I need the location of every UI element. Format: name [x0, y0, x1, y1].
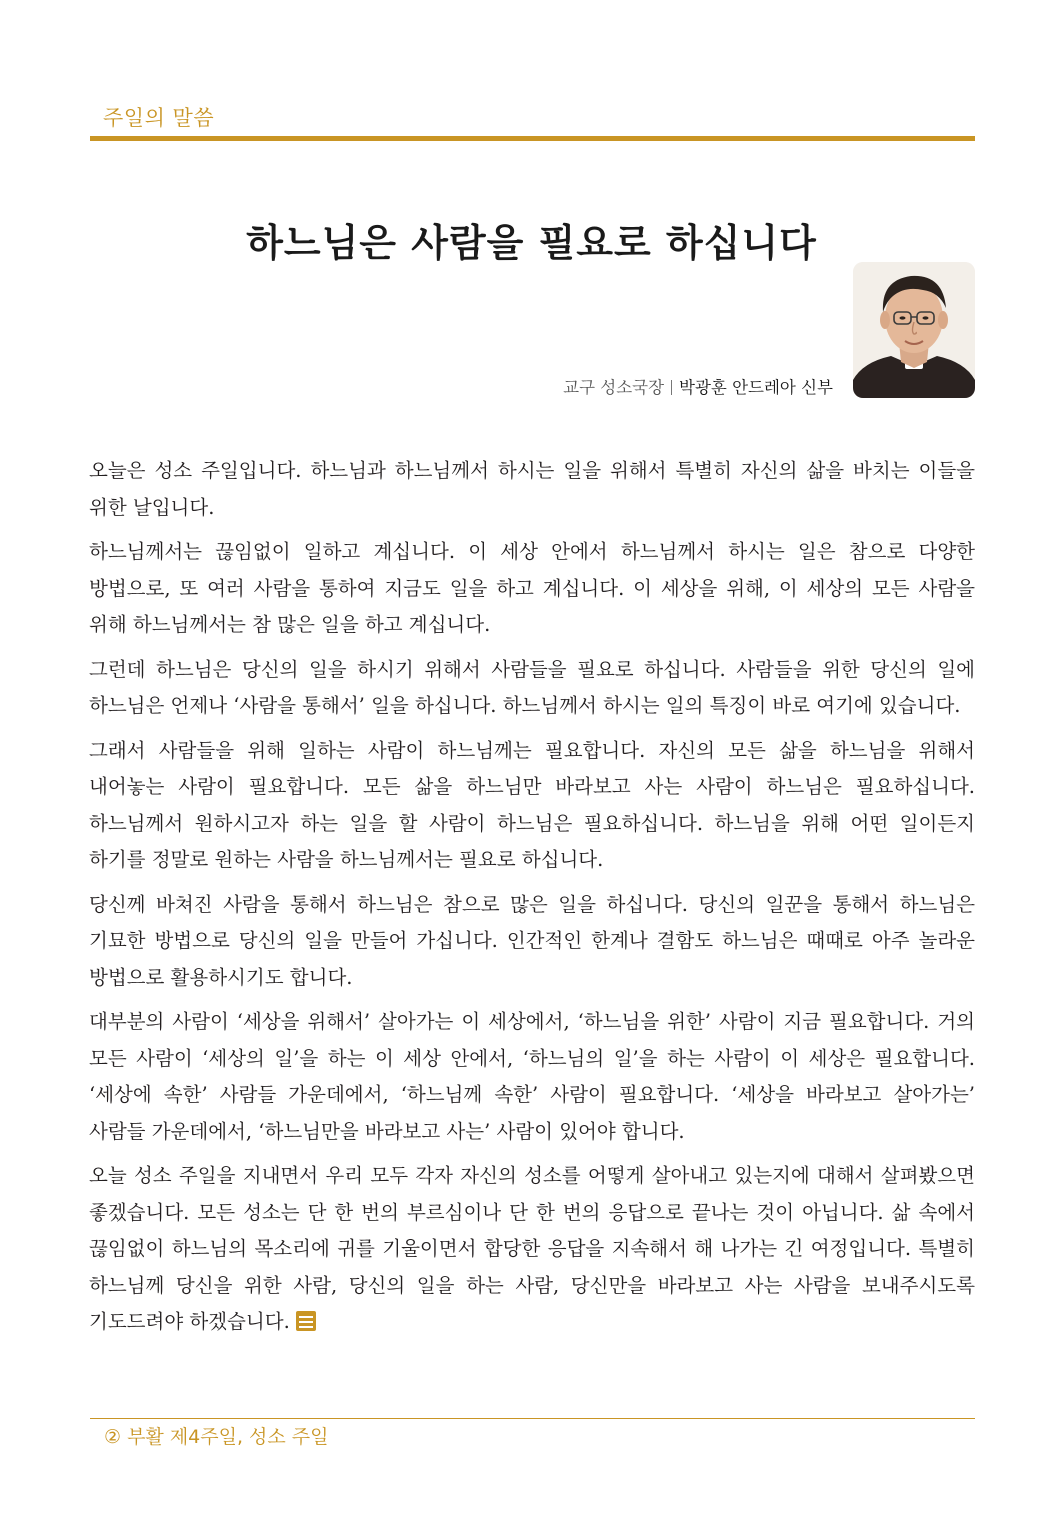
- paragraph-last: [89, 1158, 975, 1341]
- paragraph: 그래서 사람들을 위해 일하는 사람이 하느님께는 필요합니다. 자신의 모든 삶을 하느님을 위해서 내어놓는 사람이 필요합니다. 모든 삶을 하느님만 바라보고 사는 사람이 하느님은 필요하십니다. 하느님께서 원하시고자 하는 일을 할 사람이 하느님은 필요하십니다. 하느님을 위해 어떤 일이든지 하기를 정말로 원하는 사람을 하느님께서는 필요로 하십니다.: [89, 738, 975, 871]
- article-title: 하느님은 사람을 필요로 하십니다: [246, 220, 817, 265]
- page-footer: ② 부활 제4주일, 성소 주일: [104, 1426, 329, 1448]
- paragraph: 오늘은 성소 주일입니다. 하느님과 하느님께서 하시는 일을 위해서 특별히 자신의 삶을 바치는 이들을 위한 날입니다.: [89, 459, 975, 519]
- paragraph-text: 오늘 성소 주일을 지내면서 우리 모두 각자 자신의 성소를 어떻게 살아내고 있는지에 대해서 살펴봤으면 좋겠습니다. 모든 성소는 단 한 번의 부르심이나 단 한 번의 응답으로 끝나는 것이 아닙니다. 삶 속에서 끊임없이 하느님의 목소리에 귀를 기울이면서 합당한 응답을 지속해서 해 나가는 긴 여정입니다. 특별히 하느님께 당신을 위한 사람, 당신의 일을 하는 사람, 당신만을 바라보고 사는 사람을 보내주시도록 기도드려야 하겠습니다.: [89, 1164, 975, 1333]
- paragraph: 대부분의 사람이 ‘세상을 위해서’ 살아가는 이 세상에서, ‘하느님을 위한’ 사람이 지금 필요합니다. 거의 모든 사람이 ‘세상의 일’을 하는 이 세상 안에서, ‘하느님의 일’을 하는 사람이 이 세상은 필요합니다. ‘세상에 속한’ 사람들 가운데에서, ‘하느님께 속한’ 사람이 필요합니다. ‘세상을 바라보고 살아가는’ 사람들 가운데에서, ‘하느님만을 바라보고 사는’ 사람이 있어야 합니다.: [89, 1010, 975, 1143]
- author-photo: [853, 262, 975, 398]
- author-byline: [563, 374, 833, 398]
- end-mark-icon: [296, 1311, 316, 1331]
- article-body: [89, 453, 975, 1349]
- section-label: 주일의 말씀: [103, 106, 215, 130]
- paragraph: 그런데 하느님은 당신의 일을 하시기 위해서 사람들을 필요로 하십니다. 사람들을 위한 당신의 일에 하느님은 언제나 ‘사람을 통해서’ 일을 하십니다. 하느님께서 하시는 일의 특징이 바로 여기에 있습니다.: [89, 657, 975, 717]
- author-name: 박광훈 안드레아 신부: [679, 378, 833, 397]
- paragraph: 당신께 바쳐진 사람을 통해서 하느님은 참으로 많은 일을 하십니다. 당신의 일꾼을 통해서 하느님은 기묘한 방법으로 당신의 일을 만들어 가십니다. 인간적인 한계나 결함도 하느님은 때때로 아주 놀라운 방법으로 활용하시기도 합니다.: [89, 892, 975, 989]
- byline-divider: [671, 380, 672, 395]
- author-role: 교구 성소국장: [563, 378, 665, 397]
- paragraph: 하느님께서는 끊임없이 일하고 계십니다. 이 세상 안에서 하느님께서 하시는 일은 참으로 다양한 방법으로, 또 여러 사람을 통하여 지금도 일을 하고 계십니다. 이 세상을 위해, 이 세상의 모든 사람을 위해 하느님께서는 참 많은 일을 하고 계십니다.: [89, 540, 975, 636]
- footer-rule: [90, 1418, 975, 1419]
- header-rule: [90, 136, 975, 141]
